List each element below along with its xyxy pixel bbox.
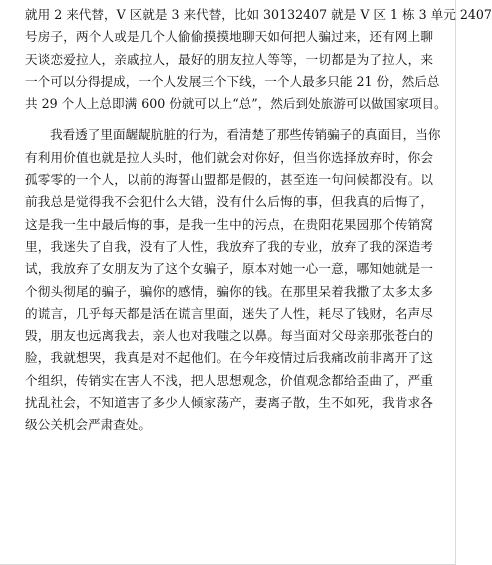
paragraph-2 — [25, 124, 441, 436]
text-line: 个彻头彻尾的骗子，骗你的感情，骗你的钱。在那里呆着我撒了太多太多 — [25, 283, 433, 299]
text-line: 一个可以分得提成，一个人发展三个下线，一个人最多只能 21 份，然后总 — [25, 73, 440, 89]
text-line: 前我总是觉得我不会犯什么大错，没有什么后悔的事，但我真的后悔了， — [25, 194, 433, 210]
paragraph-spacing — [25, 115, 433, 124]
paragraph-1 — [25, 4, 492, 115]
text-line: 个组织，传销实在害人不浅，把人思想观念，价值观念都给歪曲了，严重 — [25, 372, 433, 388]
text-line: 扰乱社会，不知道害了多少人倾家荡产，妻离子散，生不如死，我肯求各 — [25, 395, 433, 411]
text-line: 试，我放弃了女朋友为了这个女骗子，原本对她一心一意，哪知她就是一 — [25, 261, 433, 277]
document-body — [25, 4, 492, 437]
text-line: 级公关机会严肃查处。 — [25, 417, 151, 433]
text-line: 号房子，两个人或是几个人偷偷摸摸地聊天如何把人骗过来，还有网上聊 — [25, 29, 433, 45]
text-line-indented: 我看透了里面龌龊肮脏的行为，看清楚了那些传销骗子的真面目，当你 — [50, 127, 441, 143]
text-line: 共 29 个人上总即满 600 份就可以上“总”，然后到处旅游可以做国家项目。 — [25, 96, 447, 112]
text-line: 这是我一生中最后悔的事，是我一生中的污点，在贵阳花果园那个传销窝 — [25, 216, 433, 232]
text-line: 孤零零的一个人，以前的海誓山盟都是假的，甚至连一句问候都没有。以 — [25, 172, 433, 188]
text-line: 天谈恋爱拉人，亲戚拉人，最好的朋友拉人等等，一切都是为了拉人，来 — [25, 51, 433, 67]
text-line: 毁，朋友也远离我去，亲人也对我嗤之以鼻。每当面对父母亲那张苍白的 — [25, 328, 433, 344]
text-line: 就用 2 来代替，V 区就是 3 来代替，比如 30132407 就是 V 区 1 栋 3 单元 2407 — [25, 7, 492, 22]
text-line: 脸，我就想哭，我真是对不起他们。在今年疫情过后我痛改前非离开了这 — [25, 350, 433, 366]
text-line: 有利用价值也就是拉人头时，他们就会对你好，但当你选择放弃时，你会 — [25, 149, 433, 165]
text-line: 里，我迷失了自我，没有了人性，我放弃了我的专业，放弃了我的深造考 — [25, 238, 433, 254]
text-line: 的谎言，几乎每天都是活在谎言里面，迷失了人性，耗尽了钱财，名声尽 — [25, 305, 433, 321]
